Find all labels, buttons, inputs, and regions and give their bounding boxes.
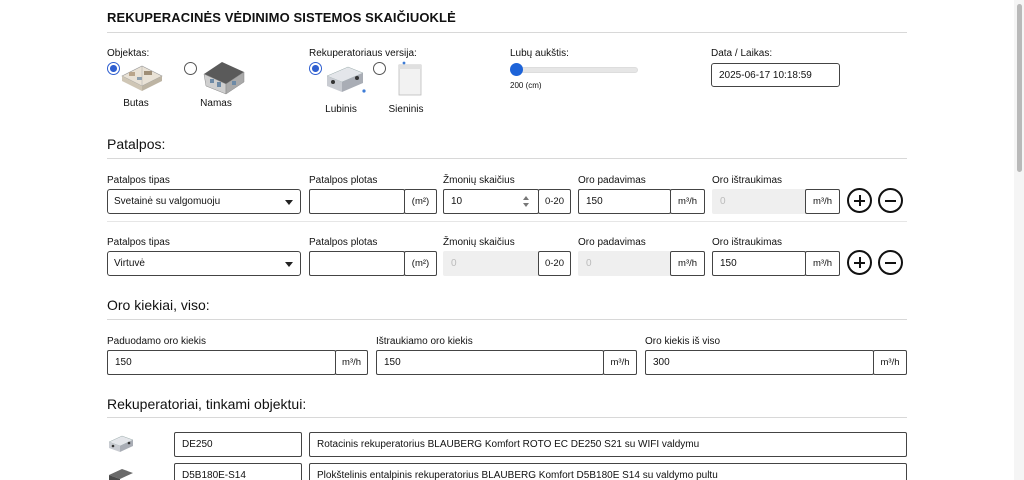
lubu-label: Lubų aukštis: [510,48,569,59]
plotas-label: Patalpos plotas [309,237,378,248]
extract-unit: m³/h [805,189,840,214]
room-type-select[interactable] [107,251,301,276]
area-input[interactable] [309,251,405,276]
supply-input[interactable]: 150 [578,189,671,214]
spin-arrows-icon[interactable] [522,195,530,208]
plus-circle-icon[interactable] [847,188,872,213]
sieninis-caption: Sieninis [388,104,424,115]
house-image [200,58,248,96]
people-range: 0-20 [538,251,571,276]
minus-circle-icon[interactable] [878,250,903,275]
paduodamo-label: Paduodamo oro kiekis [107,336,206,347]
plotas-label: Patalpos plotas [309,175,378,186]
istraukiamo-field[interactable]: 150 [376,350,604,375]
lubinis-caption: Lubinis [325,104,357,115]
lubu-slider-thumb[interactable] [510,63,523,76]
datetime-label: Data / Laikas: [711,48,773,59]
padavimas-label: Oro padavimas [578,237,646,248]
extract-unit: m³/h [805,251,840,276]
butas-caption: Butas [123,98,149,109]
istraukiamo-label: Ištraukiamo oro kiekis [376,336,473,347]
extract-input[interactable]: 150 [712,251,806,276]
people-input[interactable]: 0 [443,251,539,276]
people-input[interactable] [443,189,539,214]
area-unit: (m²) [404,189,437,214]
zmones-label: Žmonių skaičius [443,237,515,248]
viso-unit: m³/h [873,350,907,375]
recuperator-desc[interactable]: Plokštelinis entalpinis rekuperatorius BLAUBERG Komfort D5B180E S14 su valdymo pultu [309,463,907,480]
paduodamo-unit: m³/h [335,350,368,375]
divider [107,319,907,320]
lubu-slider-track[interactable] [517,67,638,73]
area-unit: (m²) [404,251,437,276]
radio-lubinis[interactable] [309,62,322,75]
area-input[interactable] [309,189,405,214]
recuperator-desc[interactable]: Rotacinis rekuperatorius BLAUBERG Komfort ROTO EC DE250 S21 su WIFI valdymu [309,432,907,457]
viso-field[interactable]: 300 [645,350,874,375]
wall-unit-image [393,60,427,100]
ceiling-unit-image [324,62,366,96]
divider [107,221,907,222]
padavimas-label: Oro padavimas [578,175,646,186]
kiekiai-heading: Oro kiekiai, viso: [107,297,210,313]
room-type-select[interactable] [107,189,301,214]
extract-input[interactable]: 0 [712,189,806,214]
tipas-label: Patalpos tipas [107,237,170,248]
recuperator-code[interactable]: D5B180E-S14 [174,463,302,480]
tipas-label: Patalpos tipas [107,175,170,186]
rekuperatoriai-heading: Rekuperatoriai, tinkami objektui: [107,396,307,412]
istraukimas-label: Oro ištraukimas [712,237,783,248]
room-type-value: Svetainė su valgomuoju [114,196,221,207]
divider [107,158,907,159]
people-value: 10 [451,196,463,207]
patalpos-heading: Patalpos: [107,136,166,152]
lubu-value: 200 (cm) [510,81,542,90]
datetime-field[interactable]: 2025-06-17 10:18:59 [711,63,840,87]
istraukimas-label: Oro ištraukimas [712,175,783,186]
plus-circle-icon[interactable] [847,250,872,275]
chevron-down-icon [285,262,293,267]
ceiling-unit-image [107,433,135,455]
zmones-label: Žmonių skaičius [443,175,515,186]
supply-unit: m³/h [670,189,705,214]
chevron-down-icon [285,200,293,205]
page-title: REKUPERACINĖS VĖDINIMO SISTEMOS SKAIČIUOKLĖ [107,10,456,25]
divider [107,417,907,418]
room-type-value: Virtuvė [114,258,145,269]
viso-label: Oro kiekis iš viso [645,336,721,347]
scrollbar-thumb[interactable] [1017,4,1022,172]
apartment-image [120,58,164,94]
istraukiamo-unit: m³/h [603,350,637,375]
radio-butas[interactable] [107,62,120,75]
objektas-label: Objektas: [107,48,150,59]
minus-circle-icon[interactable] [878,188,903,213]
supply-input[interactable]: 0 [578,251,671,276]
recuperator-code[interactable]: DE250 [174,432,302,457]
radio-namas[interactable] [184,62,197,75]
ceiling-unit-image [107,466,135,480]
radio-sieninis[interactable] [373,62,386,75]
supply-unit: m³/h [670,251,705,276]
people-range: 0-20 [538,189,571,214]
divider [107,32,907,33]
paduodamo-field[interactable]: 150 [107,350,336,375]
versija-label: Rekuperatoriaus versija: [309,48,417,59]
namas-caption: Namas [200,98,232,109]
